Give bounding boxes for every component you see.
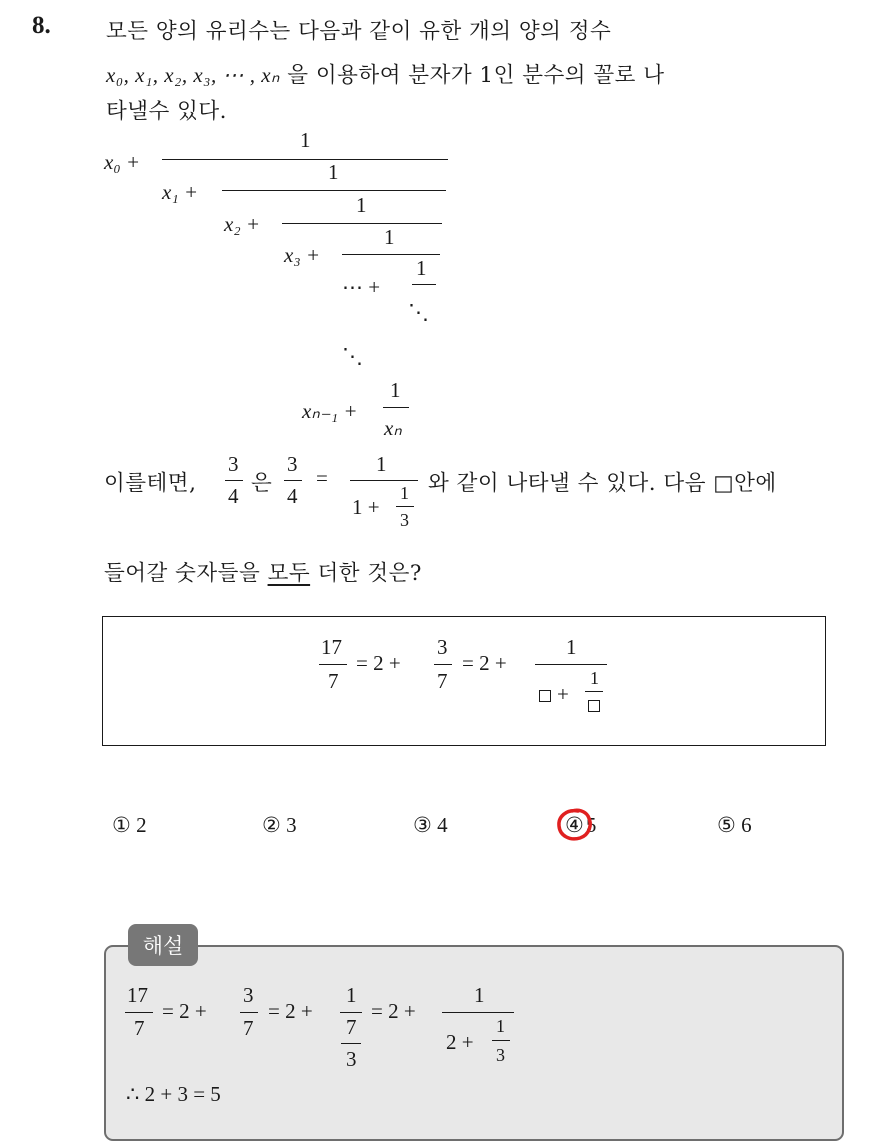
- prompt-part2: 더한 것은?: [310, 561, 422, 586]
- box-c-bar: [535, 664, 607, 665]
- cf-num-4: 1: [384, 225, 395, 249]
- sol-c-num: 1: [346, 983, 357, 1007]
- sol-d-inner-bar: [492, 1040, 510, 1041]
- example-frac1-den: 4: [228, 484, 239, 508]
- sol-d-bar: [442, 1012, 514, 1013]
- solution-tag: 해설: [128, 924, 198, 966]
- sol-a-bar: [125, 1012, 153, 1013]
- cf-x0: x₀ +: [104, 150, 141, 174]
- example-rhs-inner-num: 1: [400, 483, 409, 503]
- prompt-line: [104, 556, 422, 587]
- sol-eq3: = 2 +: [371, 999, 416, 1023]
- prompt-part1: 들어갈 숫자들을: [104, 561, 268, 586]
- question-number: 8.: [32, 12, 51, 39]
- choice-3[interactable]: ③ 4: [413, 813, 448, 837]
- choice-5[interactable]: ⑤ 6: [717, 813, 752, 837]
- sol-eq2: = 2 +: [268, 999, 313, 1023]
- box-b-num: 3: [437, 635, 448, 659]
- cf-ddots-2: ⋱: [342, 344, 363, 368]
- example-equals: =: [316, 466, 328, 490]
- sol-a-den: 7: [134, 1016, 145, 1040]
- sol-c-inner-bar: [341, 1043, 361, 1044]
- cf-num-5: 1: [416, 256, 427, 280]
- blank-box-2: [588, 700, 600, 712]
- example-prefix: 이를테면,: [104, 471, 197, 496]
- cf-bar-5: [412, 284, 436, 285]
- sol-eq1: = 2 +: [162, 999, 207, 1023]
- sol-d-inner-num: 1: [496, 1016, 505, 1036]
- box-a-num: 17: [321, 635, 342, 659]
- box-d-num: 1: [590, 668, 599, 688]
- cf-num-2: 1: [328, 160, 339, 184]
- blank-box-1: [539, 690, 551, 702]
- prompt-underlined: 모두: [267, 561, 311, 586]
- boxed-equation: [102, 616, 826, 746]
- solution-panel: [104, 945, 844, 1141]
- example-frac2-den: 4: [287, 484, 298, 508]
- cf-num-3: 1: [356, 193, 367, 217]
- cf-bar-3: [282, 223, 442, 224]
- cf-dots-plus: ⋯ +: [342, 275, 381, 299]
- sol-a-num: 17: [127, 983, 148, 1007]
- cf-xn: xₙ: [384, 416, 402, 440]
- sol-b-den: 7: [243, 1016, 254, 1040]
- box-eq1: = 2 +: [356, 651, 401, 675]
- cf-ddots-1: ⋱: [408, 300, 429, 324]
- question-text-line3: 타낼수 있다.: [106, 99, 228, 124]
- answer-circle-mark: [556, 807, 594, 843]
- variables-list: x₀, x₁, x₂, x₃, ⋯ , xₙ: [106, 63, 280, 87]
- example-rhs-inner-den: 3: [400, 510, 409, 530]
- sol-d-num: 1: [474, 983, 485, 1007]
- example-suffix: 와 같이 나타낼 수 있다. 다음 □안에: [428, 471, 777, 496]
- cf-x2: x₂ +: [224, 212, 261, 236]
- box-a-bar: [319, 664, 347, 665]
- choice-4-value: 5: [585, 813, 597, 837]
- cf-bar-2: [222, 190, 446, 191]
- example-rhs-inner-bar: [396, 506, 414, 507]
- example-frac2-bar: [284, 480, 302, 481]
- example-rhs-den-prefix: 1 +: [352, 495, 380, 519]
- sol-d-den-prefix: 2 +: [446, 1030, 474, 1054]
- cf-num-1: 1: [300, 128, 311, 152]
- question-text-line2-rest: 을 이용하여 분자가 1인 분수의 꼴로 나: [287, 63, 665, 88]
- sol-c-den-den: 3: [346, 1047, 357, 1071]
- box-plus: +: [557, 682, 569, 706]
- cf-x1: x₁ +: [162, 180, 199, 204]
- sol-c-den-num: 7: [346, 1015, 357, 1039]
- box-a-den: 7: [328, 669, 339, 693]
- choice-2[interactable]: ② 3: [262, 813, 297, 837]
- example-rhs-bar: [350, 480, 418, 481]
- cf-bar-1: [162, 159, 448, 160]
- sol-conclusion: ∴ 2 + 3 = 5: [126, 1082, 221, 1106]
- sol-b-num: 3: [243, 983, 254, 1007]
- example-eun: 은: [251, 471, 273, 496]
- choice-1[interactable]: ① 2: [112, 813, 147, 837]
- sol-b-bar: [240, 1012, 258, 1013]
- box-d-bar: [585, 691, 603, 692]
- example-frac2-num: 3: [287, 452, 298, 476]
- sol-d-inner-den: 3: [496, 1045, 505, 1065]
- sol-c-bar: [340, 1012, 362, 1013]
- example-frac1-bar: [225, 480, 243, 481]
- cf-bar-6: [383, 407, 409, 408]
- box-b-bar: [434, 664, 452, 665]
- cf-xn-1: xₙ₋₁ +: [302, 399, 358, 423]
- question-text-line2: [106, 58, 665, 89]
- question-text-line1: 모든 양의 유리수는 다음과 같이 유한 개의 양의 정수: [106, 19, 612, 44]
- example-frac1-num: 3: [228, 452, 239, 476]
- box-c-num: 1: [566, 635, 577, 659]
- box-b-den: 7: [437, 669, 448, 693]
- box-eq2: = 2 +: [462, 651, 507, 675]
- choice-4-label: ④: [565, 813, 584, 837]
- cf-num-6: 1: [390, 378, 401, 402]
- cf-x3: x₃ +: [284, 243, 321, 267]
- example-rhs-num: 1: [376, 452, 387, 476]
